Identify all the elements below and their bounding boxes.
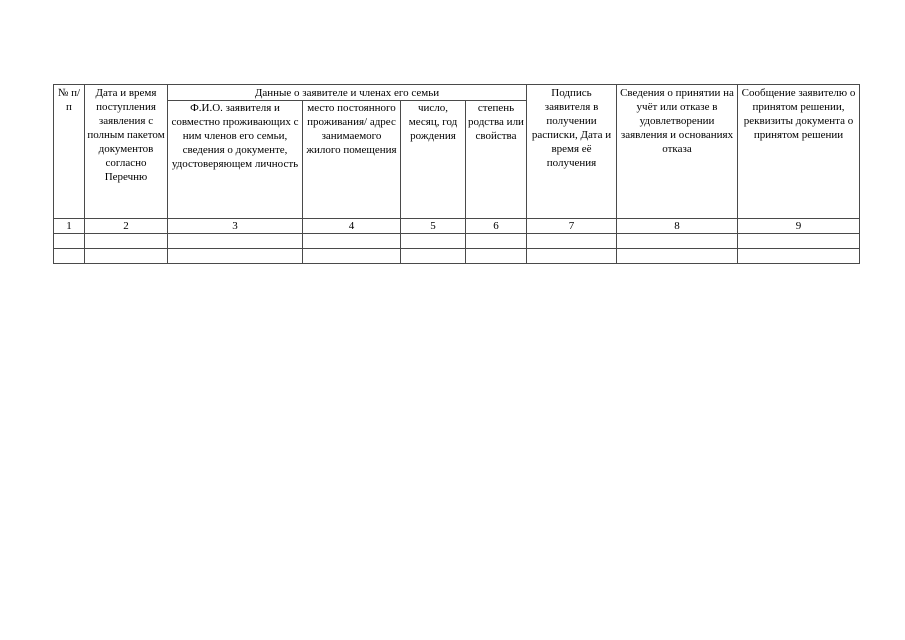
column-number: 4 [303,219,401,234]
column-number: 3 [168,219,303,234]
table-cell [303,249,401,264]
table-cell [738,249,860,264]
column-number: 9 [738,219,860,234]
table-cell [466,234,527,249]
table-cell [617,234,738,249]
column-number: 1 [54,219,85,234]
table-cell [85,249,168,264]
table-row [54,249,860,264]
header-birth-date: число, месяц, год рождения [401,101,466,219]
table-cell [168,249,303,264]
table-header-row [54,85,860,101]
header-address: место постоянного проживания/ адрес занимаемого жилого помещения [303,101,401,219]
header-relationship: степень родства или свойства [466,101,527,219]
table-cell [401,234,466,249]
header-decision-info: Сведения о принятии на учёт или отказе в удовлетворении заявления и основаниях отказа [617,85,738,219]
table-row [54,234,860,249]
table-cell [617,249,738,264]
header-full-name: Ф.И.О. заявителя и совместно проживающих с ним членов его семьи, сведения о документе, удостоверяющем личность [168,101,303,219]
column-number: 5 [401,219,466,234]
header-notification: Сообщение заявителю о принятом решении, реквизиты документа о принятом решении [738,85,860,219]
registration-journal-table [53,84,860,264]
table-cell [303,234,401,249]
column-number: 7 [527,219,617,234]
column-number: 6 [466,219,527,234]
header-number: № п/п [54,85,85,219]
column-numbers-row [54,219,860,234]
table-cell [85,234,168,249]
table-cell [527,249,617,264]
document-page [53,84,859,264]
header-applicant-group: Данные о заявителе и членах его семьи [168,85,527,101]
table-cell [54,249,85,264]
table-cell [527,234,617,249]
table-cell [466,249,527,264]
table-cell [54,234,85,249]
header-signature: Подпись заявителя в получении расписки, Дата и время её получения [527,85,617,219]
column-number: 8 [617,219,738,234]
table-cell [738,234,860,249]
header-receipt-date: Дата и время поступления заявления с полным пакетом документов согласно Перечню [85,85,168,219]
table-cell [401,249,466,264]
column-number: 2 [85,219,168,234]
table-cell [168,234,303,249]
